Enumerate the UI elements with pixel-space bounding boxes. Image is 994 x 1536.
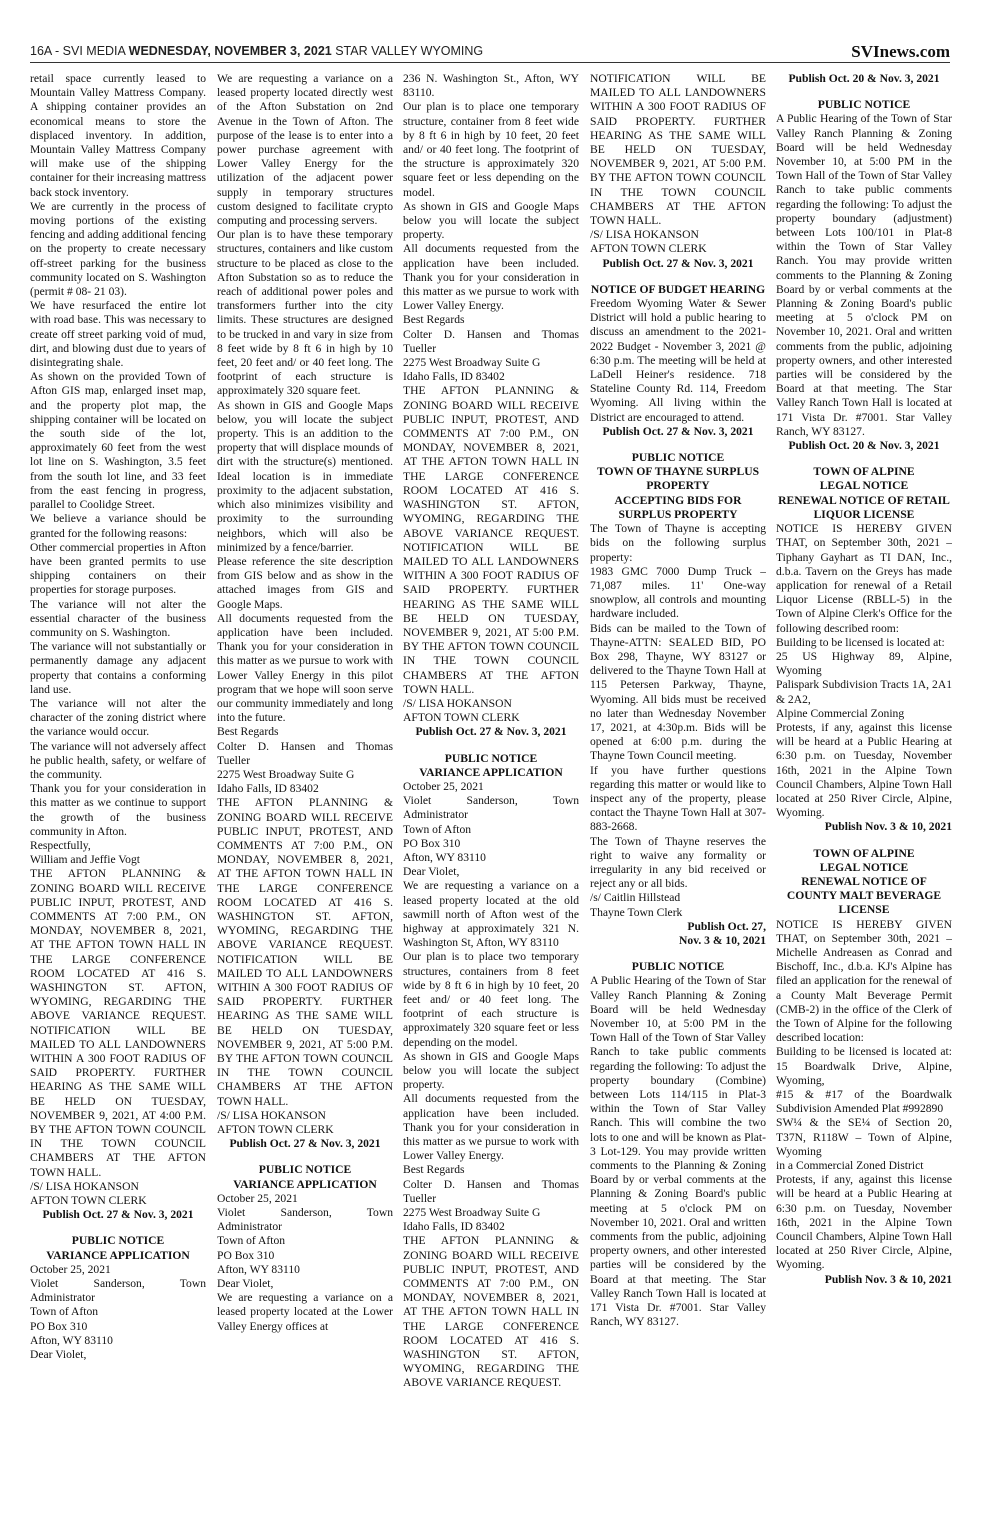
notice-paragraph: We are currently in the process of moving portions of the existing fencing and adding additional fencing on the property to create necessary off-street parking for the business community located on S. Washington (permit # 08- 21 03). (30, 199, 206, 299)
notice-paragraph: Freedom Wyoming Water & Sewer District will hold a public hearing to discuss an amendment to the 2021-2022 Budget - November 3, 2021 @ 6:30 p.m. The meeting will be held at LaDell Heiner's residence. 718 Stateline County Rd. 114, Freedom Wyoming. All living within the District are encouraged to attend. (590, 297, 766, 424)
signature-title: AFTON TOWN CLERK (590, 242, 707, 256)
notice-paragraph: 25 US Highway 89, Alpine, Wyoming (776, 649, 952, 678)
notice-paragraph: The variance will not adversely affect he public health, safety, or welfare of the community. (30, 739, 206, 781)
notice-paragraph: Bids can be mailed to the Town of Thayne-ATTN: SEALED BID, PO Box 298, Thayne, WY 83127 or delivered to the Thayne Town Hall at 115 Petersen Parkway, Thayne, Wyoming. All bids must be received no later than Wednesday November 17, 2021, at 4:30p.m. Bids will be opened at 6:00 p.m. during the Thayne Town Council meeting. (590, 621, 766, 763)
address-line: Idaho Falls, ID 83402 (403, 370, 505, 384)
notice-paragraph: THE AFTON PLANNING & ZONING BOARD WILL RECEIVE PUBLIC INPUT, PROTEST, AND COMMENTS AT 7:00 P.M., ON MONDAY, NOVEMBER 8, 2021, AT THE AFTON TOWN HALL IN THE LARGE CONFERENCE ROOM LOCATED AT 416 S. WASHINGTON ST. AFTON, WYOMING, REGARDING THE ABOVE VARIANCE REQUEST. NOTIFICATION WILL BE MAILED TO ALL LANDOWNERS WITHIN A 300 FOOT RADIUS OF SAID PROPERTY. FURTHER HEARING AS THE SAME WILL BE HELD ON TUESDAY, NOVEMBER 9, 2021, AT 5:00 P.M. BY THE AFTON TOWN COUNCIL IN THE TOWN COUNCIL CHAMBERS AT THE AFTON TOWN HALL. (403, 384, 579, 696)
column-3 (403, 72, 579, 1512)
notice-paragraph: Please reference the site description from GIS below and as show in the attached images from GIS and Google Maps. (217, 554, 393, 611)
address-line: 2275 West Broadway Suite G (217, 767, 355, 781)
signature-title: AFTON TOWN CLERK (30, 1194, 147, 1208)
notice-paragraph: A Public Hearing of the Town of Star Valley Ranch Planning & Zoning Board will be held Wednesday November 10, at 5:00 PM in the Town Hall of the Town of Star Valley Ranch to take public comments regarding the following: To adjust the property boundary (adjustment) between Lots 100/101 in Plat-8 within the Town of Star Valley Ranch. You may provide written comments to the Planning & Zoning Board by or verbal comments at the Planning & Zoning Board's public meeting at 5 o'clock PM on November 10, 2021. Oral and written comments from the public, adjoining property owners, and other interested parties will be considered by the Board at that meeting. The Star Valley Ranch Town Hall is located at 171 Vista Dr. #7001. Star Valley Ranch, WY 83127. (776, 112, 952, 438)
address-line: Idaho Falls, ID 83402 (217, 782, 319, 796)
address-line: Town of Afton (403, 822, 472, 836)
notice-heading: ACCEPTING BIDS FOR SURPLUS PROPERTY (614, 493, 742, 521)
address-line: PO Box 310 (217, 1248, 275, 1262)
publish-dates: Publish Oct. 20 & Nov. 3, 2021 (788, 72, 940, 85)
column-1 (30, 72, 206, 1512)
notice-paragraph: retail space currently leased to Mountain Valley Mattress Company. A shipping container provides an economical means to store the displaced inventory. In addition, Mountain Valley Mattress Company will make use of the shipping container for their increasing mattress back stock inventory. (30, 72, 206, 199)
notice-heading: LEGAL NOTICE (819, 479, 909, 493)
notice-heading: PUBLIC NOTICE (631, 960, 725, 974)
notice-paragraph: All documents requested from the application have been included. Thank you for your consideration in this matter as we pursue to work with Lower Valley Energy. (403, 1092, 579, 1163)
signoff: Respectfully, (30, 838, 91, 852)
notice-paragraph: Our plan is to place one temporary structure, container from 8 feet wide by 8 ft 6 in high by 10 feet, 20 feet and/ or 40 feet long. The footprint of the structure is approximately 320 square feet or less depending on the model. (403, 100, 579, 199)
notice-paragraph: The variance will not alter the essential character of the business community on S. Washington. (30, 597, 206, 639)
notice-paragraph: 236 N. Washington St., Afton, WY 83110. (403, 72, 579, 100)
notice-heading: PUBLIC NOTICE (631, 451, 725, 465)
signature: Colter D. Hansen and Thomas Tueller (217, 739, 393, 767)
signature: /S/ LISA HOKANSON (590, 228, 699, 242)
signature: William and Jeffie Vogt (30, 853, 140, 867)
notice-paragraph: We are requesting a variance on a leased property located directly west of the Afton Substation on 2nd Avenue in the Town of Afton. The purpose of the lease is to enter into a power purchase agreement with Lower Valley Energy for the utilization of the adjacent power supply in temporary structures custom designed to facilitate crypto computing and processing servers. (217, 72, 393, 228)
recipient: Violet Sanderson, Town Administrator (30, 1277, 206, 1305)
notice-heading: LEGAL NOTICE (819, 860, 909, 874)
notice-paragraph: As shown in GIS and Google Maps below you will locate the subject property. (403, 1049, 579, 1092)
notice-heading: VARIANCE APPLICATION (46, 1248, 190, 1262)
notice-paragraph: #15 & #17 of the Boardwalk Subdivision Amended Plat #992890 (776, 1088, 952, 1116)
signature: Colter D. Hansen and Thomas Tueller (403, 327, 579, 355)
notice-paragraph: Our plan is to have these temporary structures, containers and like custom structure to be placed as close to the Afton Substation so as to reduce the reach of additional power poles and transformers further into the city limits. These structures are designed to be trucked in and vary in size from 8 feet wide by 8 ft 6 in high by 10 feet, 20 feet and/ or 40 feet long. The footprint of each structure is approximately 320 square feet. (217, 228, 393, 398)
notice-heading: RENEWAL NOTICE OF RETAIL LIQUOR LICENSE (778, 493, 950, 521)
address-line: Town of Afton (217, 1234, 286, 1248)
address-line: Afton, WY 83110 (30, 1333, 113, 1347)
notice-date: October 25, 2021 (217, 1191, 298, 1205)
notice-paragraph: A Public Hearing of the Town of Star Valley Ranch Planning & Zoning Board will be held Wednesday November 10, at 5:00 PM in the Town Hall of the Town of Star Valley Ranch to take public comments regarding the following: To adjust the property boundary (Combine) between Lots 114/115 in Plat-3 within the Town of Star Valley Ranch. This will combine the two lots to one and will be known as Plat-3 Lot-129. You may provide written comments to the Planning & Zoning Board by or verbal comments at the Planning & Zoning Board's public meeting at 5 o'clock PM on November 10, 2021. Oral and written comments from the public, adjoining property owners, and other interested parties will be considered by the Board at that meeting. The Star Valley Ranch Town Hall is located at 171 Vista Dr. #7001. Star Valley Ranch, WY 83127. (590, 974, 766, 1329)
notice-heading: NOTICE OF BUDGET HEARING (590, 282, 766, 296)
notice-paragraph: Palispark Subdivision Tracts 1A, 2A1 & 2A2, (776, 678, 952, 706)
notice-paragraph: Our plan is to place two temporary structures, containers from 8 feet wide by 8 ft 6 in high by 10 feet, 20 feet and/ or 40 feet long. The footprint of each structure is approximately 320 square feet or less depending on the model. (403, 950, 579, 1049)
publish-dates: Nov. 3 & 10, 2021 (679, 933, 766, 947)
signoff: Best Regards (217, 725, 279, 739)
notice-heading: TOWN OF THAYNE SURPLUS PROPERTY (596, 465, 760, 493)
address-line: Afton, WY 83110 (403, 850, 486, 864)
notice-paragraph: Other commercial properties in Afton have been granted permits to use shipping containers on their properties for storage purposes. (30, 540, 206, 597)
notice-paragraph: The variance will not alter the character of the zoning district where the variance would occur. (30, 696, 206, 739)
notice-paragraph: THE AFTON PLANNING & ZONING BOARD WILL RECEIVE PUBLIC INPUT, PROTEST, AND COMMENTS AT 7:00 P.M., ON MONDAY, NOVEMBER 8, 2021, AT THE AFTON TOWN HALL IN THE LARGE CONFERENCE ROOM LOCATED AT 416 S. WASHINGTON ST. AFTON, WYOMING, REGARDING THE ABOVE VARIANCE REQUEST. (403, 1234, 579, 1390)
address-line: PO Box 310 (403, 836, 461, 850)
signoff: Best Regards (403, 1163, 465, 1177)
notice-paragraph: Protests, if any, against this license will be heard at a Public Hearing at 6:30 p.m. on Tuesday, November 16th, 2021 in the Alpine Town Council Chambers, Alpine Town Hall located at 250 River Circle, Alpine, Wyoming. (776, 720, 952, 820)
site-name[interactable]: SVInews.com (851, 42, 950, 61)
notice-heading: TOWN OF ALPINE (813, 846, 915, 860)
signature-title: AFTON TOWN CLERK (217, 1123, 334, 1137)
notice-paragraph: As shown on the provided Town of Afton GIS map, enlarged inset map, and the property plot map, the shipping container will be located on the south side of the lot, approximately 60 feet from the west lot line on S. Washington, 3.5 feet from the south lot line, and 33 feet from the east fencing in progress, parallel to Coolidge Street. (30, 370, 206, 512)
signoff: Best Regards (403, 313, 465, 327)
column-4 (590, 72, 766, 1512)
notice-paragraph: We believe a variance should be granted for the following reasons: (30, 512, 206, 540)
signature-title: AFTON TOWN CLERK (403, 711, 520, 725)
notice-paragraph: The Town of Thayne reserves the right to waive any formality or irregularity in any bid received or reject any or all bids. (590, 834, 766, 891)
notice-paragraph: NOTICE IS HEREBY GIVEN THAT, on September 30th, 2021 – Tiphany Gayhart as TI DAN, Inc., d.b.a. Tavern on the Greys has made application for renewal of a Retail Liquor License (RBLL-5) in the Town of Alpine Clerk's Office for the following described room: (776, 522, 952, 635)
recipient: Violet Sanderson, Town Administrator (217, 1206, 393, 1234)
notice-paragraph: We are requesting a variance on a leased property located at the Lower Valley Energy offices at (217, 1291, 393, 1333)
notice-paragraph: SW¼ & the SE¼ of Section 20, T37N, R118W – Town of Alpine, Wyoming (776, 1116, 952, 1158)
address-line: Idaho Falls, ID 83402 (403, 1220, 505, 1234)
publish-dates: Publish Nov. 3 & 10, 2021 (824, 820, 952, 834)
notice-heading: VARIANCE APPLICATION (419, 765, 563, 779)
notice-paragraph: NOTICE IS HEREBY GIVEN THAT, on September 30th, 2021 – Michelle Andreasen as Conrad and Bischoff, Inc., d.b.a. KJ's Alpine has filed an application for the renewal of a County Malt Beverage Permit (CMB-2) in the office of the Clerk of the Town of Alpine for the following described location: (776, 917, 952, 1045)
issue-date: WEDNESDAY, NOVEMBER 3, 2021 (128, 44, 332, 58)
notice-paragraph: THE AFTON PLANNING & ZONING BOARD WILL RECEIVE PUBLIC INPUT, PROTEST, AND COMMENTS AT 7:00 P.M., ON MONDAY, NOVEMBER 8, 2021, AT THE AFTON TOWN HALL IN THE LARGE CONFERENCE ROOM LOCATED AT 416 S. WASHINGTON ST. AFTON, WYOMING, REGARDING THE ABOVE VARIANCE REQUEST. NOTIFICATION WILL BE MAILED TO ALL LANDOWNERS WITHIN A 300 FOOT RADIUS OF SAID PROPERTY. FURTHER HEARING AS THE SAME WILL BE HELD ON TUESDAY, NOVEMBER 9, 2021, AT 4:00 P.M. BY THE AFTON TOWN COUNCIL IN THE TOWN COUNCIL CHAMBERS AT THE AFTON TOWN HALL. (30, 867, 206, 1179)
column-5 (776, 72, 952, 1512)
notice-paragraph: THE AFTON PLANNING & ZONING BOARD WILL RECEIVE PUBLIC INPUT, PROTEST, AND COMMENTS AT 7:00 P.M., ON MONDAY, NOVEMBER 8, 2021, AT THE AFTON TOWN HALL IN THE LARGE CONFERENCE ROOM LOCATED AT 416 S. WASHINGTON ST. AFTON, WYOMING, REGARDING THE ABOVE VARIANCE REQUEST. NOTIFICATION WILL BE MAILED TO ALL LANDOWNERS WITHIN A 300 FOOT RADIUS OF SAID PROPERTY. FURTHER HEARING AS THE SAME WILL BE HELD ON TUESDAY, NOVEMBER 9, 2021, AT 5:00 P.M. BY THE AFTON TOWN COUNCIL IN THE TOWN COUNCIL CHAMBERS AT THE AFTON TOWN HALL. (217, 796, 393, 1108)
notice-paragraph: All documents requested from the application have been included. Thank you for your consideration in this matter as we pursue to work with Lower Valley Energy. (403, 242, 579, 313)
notice-paragraph: The variance will not substantially or permanently damage any adjacent property that contains a conforming land use. (30, 640, 206, 696)
region-label: STAR VALLEY WYOMING (331, 44, 484, 58)
masthead-info (30, 44, 483, 58)
notice-date: October 25, 2021 (403, 779, 484, 793)
notice-paragraph: As shown in GIS and Google Maps below you will locate the subject property. (403, 199, 579, 242)
masthead (30, 44, 950, 62)
notice-paragraph: 1983 GMC 7000 Dump Truck – 71,087 miles. 11' One-way snowplow, all controls and mounting hardware included. (590, 564, 766, 621)
address-line: PO Box 310 (30, 1319, 88, 1333)
address-line: Afton, WY 83110 (217, 1262, 300, 1276)
masthead-rule (30, 62, 950, 63)
publish-dates: Publish Oct. 27 & Nov. 3, 2021 (602, 256, 754, 270)
salutation: Dear Violet, (217, 1277, 274, 1291)
notice-heading: PUBLIC NOTICE (258, 1163, 352, 1177)
notice-heading: RENEWAL NOTICE OF COUNTY MALT BEVERAGE LICENSE (786, 874, 942, 917)
publish-dates: Publish Oct. 27 & Nov. 3, 2021 (415, 725, 567, 739)
signature-title: Thayne Town Clerk (590, 905, 683, 919)
notice-paragraph: We have resurfaced the entire lot with road base. This was necessary to create off street parking void of mud, dirt, and blowing dust due to years of disintegrating shale. (30, 299, 206, 370)
notice-paragraph: NOTIFICATION WILL BE MAILED TO ALL LANDOWNERS WITHIN A 300 FOOT RADIUS OF SAID PROPERTY. FURTHER HEARING AS THE SAME WILL BE HELD ON TUESDAY, NOVEMBER 9, 2021, AT 5:00 P.M. BY THE AFTON TOWN COUNCIL IN THE TOWN COUNCIL CHAMBERS AT THE AFTON TOWN HALL. (590, 72, 766, 228)
notice-paragraph: As shown in GIS and Google Maps below, you will locate the subject property. This is an addition to the property that will displace mounds of dirt with the structure(s) mentioned. Ideal location is in immediate proximity to the adjacent substation, which also minimizes visibility and proximity to the surrounding neighbors, which will also be minimized by a fence/barrier. (217, 398, 393, 554)
notice-paragraph: Building to be licensed is located at: 15 Boardwalk Drive, Alpine, Wyoming, (776, 1045, 952, 1087)
publish-dates: Publish Oct. 20 & Nov. 3, 2021 (788, 439, 940, 453)
notice-date: October 25, 2021 (30, 1262, 111, 1276)
notice-heading: VARIANCE APPLICATION (233, 1177, 377, 1191)
recipient: Violet Sanderson, Town Administrator (403, 794, 579, 822)
notice-paragraph: Thank you for your consideration in this matter as we continue to support the growth of the business community in Afton. (30, 782, 206, 838)
notice-paragraph: Building to be licensed is located at: (776, 635, 945, 649)
notice-heading: PUBLIC NOTICE (444, 751, 538, 765)
notice-paragraph: If you have further questions regarding this matter or would like to inspect any of the property, please contact the Thayne Town Hall at 307-883-2668. (590, 763, 766, 834)
column-2 (217, 72, 393, 1512)
notice-heading: TOWN OF ALPINE (813, 465, 915, 479)
notice-paragraph: The Town of Thayne is accepting bids on the following surplus property: (590, 522, 766, 564)
publish-dates: Publish Oct. 27, (687, 919, 766, 933)
publish-dates: Publish Nov. 3 & 10, 2021 (824, 1272, 952, 1286)
signature: Colter D. Hansen and Thomas Tueller (403, 1177, 579, 1205)
notice-heading: PUBLIC NOTICE (71, 1234, 165, 1248)
address-line: 2275 West Broadway Suite G (403, 1206, 541, 1220)
publish-dates: Publish Oct. 27 & Nov. 3, 2021 (42, 1208, 194, 1222)
section-label: 16A - SVI MEDIA (30, 44, 129, 58)
address-line: Town of Afton (30, 1305, 99, 1319)
salutation: Dear Violet, (30, 1348, 87, 1362)
signature: /S/ LISA HOKANSON (30, 1179, 139, 1193)
notice-paragraph: Alpine Commercial Zoning (776, 706, 905, 720)
notice-paragraph: All documents requested from the application have been included. Thank you for your consideration in this matter as we pursue to work with Lower Valley Energy in this pilot program that we hope will soon serve our community immediately and long into the future. (217, 611, 393, 725)
signature: /S/ LISA HOKANSON (217, 1108, 326, 1122)
address-line: 2275 West Broadway Suite G (403, 356, 541, 370)
notice-heading: PUBLIC NOTICE (817, 98, 911, 112)
salutation: Dear Violet, (403, 865, 460, 879)
notice-paragraph: We are requesting a variance on a leased property located at the old sawmill north of Afton west of the highway at approximately 321 N. Washington St, Afton, WY 83110 (403, 879, 579, 950)
signature: /S/ LISA HOKANSON (403, 696, 512, 710)
publish-dates: Publish Oct. 27 & Nov. 3, 2021 (602, 424, 754, 438)
notice-paragraph: in a Commercial Zoned District (776, 1159, 924, 1173)
publish-dates: Publish Oct. 27 & Nov. 3, 2021 (229, 1137, 381, 1151)
signature: /s/ Caitlin Hillstead (590, 891, 681, 905)
notice-paragraph: Protests, if any, against this license will be heard at a Public Hearing at 6:30 p.m. on Tuesday, November 16th, 2021 in the Alpine Town Council Chambers, Alpine Town Hall located at 250 River Circle, Alpine, Wyoming. (776, 1173, 952, 1272)
